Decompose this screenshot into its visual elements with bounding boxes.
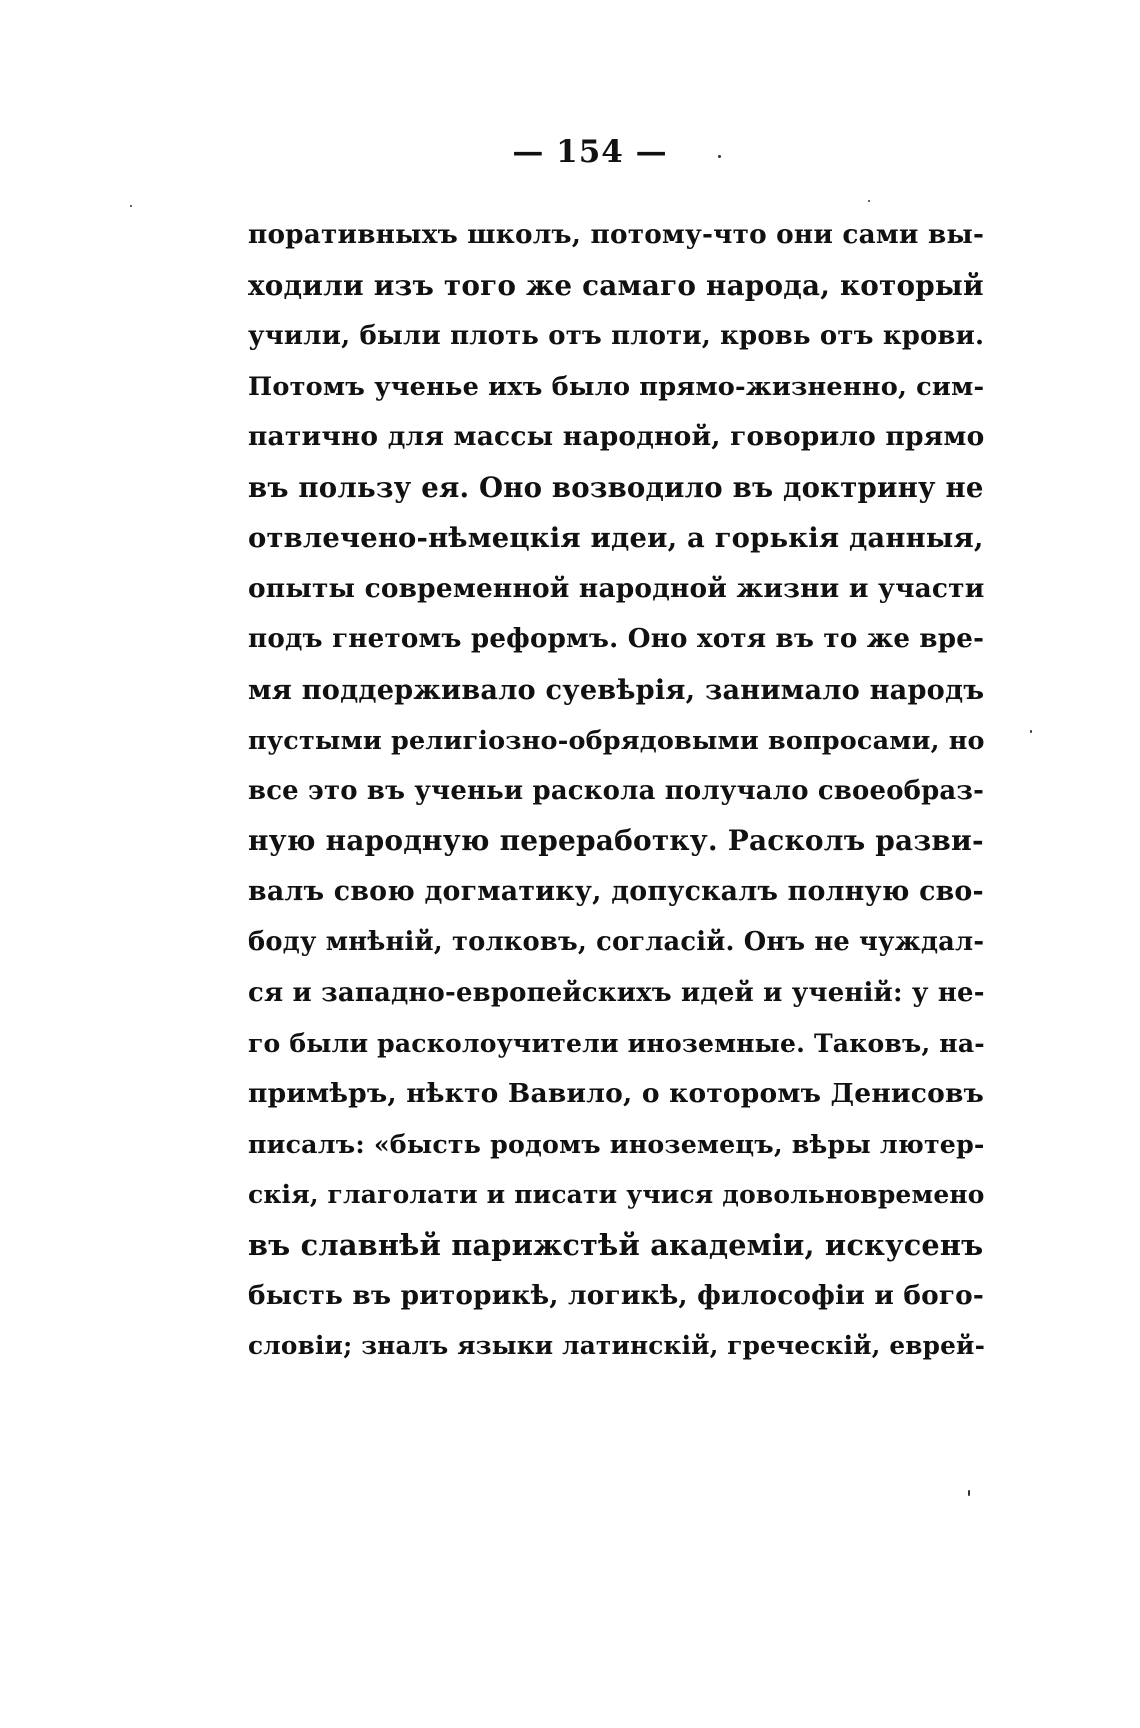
text-line: пустыми религіозно-обрядовыми вопросами, но	[248, 725, 985, 755]
text-line: примѣръ, нѣкто Вавило, о которомъ Денисовъ	[248, 1077, 985, 1109]
text-line: патично для массы народной, говорило прямо	[248, 421, 985, 452]
text-line: ходили изъ того же самаго народа, который	[248, 268, 984, 302]
scan-speck	[868, 200, 870, 202]
text-line: учили, были плоть отъ плоти, кровь отъ крови.	[248, 321, 985, 351]
page-number: — 154 —	[512, 134, 668, 170]
body-text	[248, 210, 986, 1372]
text-line: бысть въ риторикѣ, логикѣ, философіи и бого-	[248, 1279, 985, 1311]
text-line: словіи; зналъ языки латинскій, греческій, еврей-	[248, 1331, 986, 1360]
scan-speck	[1030, 730, 1032, 733]
text-line: подъ гнетомъ реформъ. Оно хотя въ то же вре-	[248, 623, 985, 654]
scan-speck	[130, 205, 132, 207]
text-line: мя поддерживало суевѣрія, занимало народъ	[248, 673, 985, 706]
text-line: скія, глаголати и писати учися довольновремено	[248, 1179, 985, 1209]
text-line: Потомъ ученье ихъ было прямо-жизненно, сим-	[248, 371, 985, 402]
text-line: боду мнѣній, толковъ, согласій. Онъ не чуждал-	[248, 927, 985, 957]
text-line: въ пользу ея. Оно возводило въ доктрину не	[248, 471, 984, 504]
text-line: го были расколоучители иноземные. Таковъ, на-	[248, 1028, 985, 1058]
text-line: опыты современной народной жизни и участи	[248, 572, 985, 604]
text-line: валъ свою догматику, допускалъ полную сво-	[248, 875, 984, 907]
text-line: писалъ: «бысть родомъ иноземецъ, вѣры лютер-	[248, 1129, 985, 1159]
text-line: ся и западно-европейскихъ идей и ученій: у не-	[248, 977, 985, 1008]
text-line: въ славнѣй парижстѣй академіи, искусенъ	[248, 1228, 984, 1262]
scan-speck	[718, 155, 721, 158]
scan-speck	[968, 1490, 970, 1496]
text-line: отвлечено-нѣмецкія идеи, а горькія данныя,	[248, 522, 984, 554]
text-line: ную народную переработку. Расколъ разви-	[248, 824, 984, 857]
text-line: поративныхъ школъ, потому-что они сами вы-	[248, 219, 985, 250]
text-line: все это въ ученьи раскола получало своеобраз-	[248, 775, 985, 806]
